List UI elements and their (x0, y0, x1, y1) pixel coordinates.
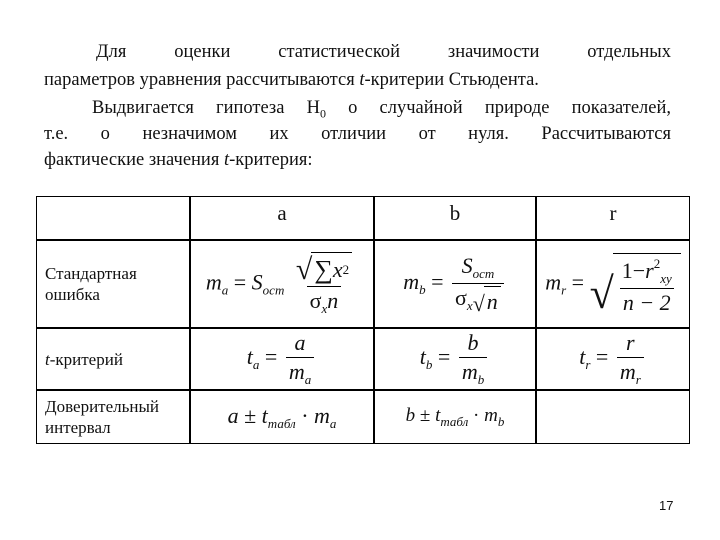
formula-ma: $m_a = S_{ост}$ √ ∑ x 2 $\sigma_xn$ (190, 240, 374, 328)
intro-line-2: параметров уравнения рассчитываются t-критерии Стьюдента. (44, 70, 539, 90)
label-confidence-interval: Доверительный интервал (36, 390, 190, 444)
formula-mb: $m_b$ = $S_{ост}$ $\sigma_x$ √ n (374, 240, 536, 328)
formula-tr: $t_r$ = $\frac{r}{m_r}$ (536, 328, 690, 390)
header-r: r (536, 196, 690, 240)
empty-cell-ci-r (536, 390, 690, 444)
intro-line-4: т.е. о незначимом их отличии от нуля. Рассчитываются (44, 124, 671, 144)
formula-tb: $t_b$ = $\frac{b}{m_b}$ (374, 328, 536, 390)
header-b: b (374, 196, 536, 240)
formula-ci-a: $a \pm t_{табл} \cdot m_a$ (190, 390, 374, 444)
intro-line-5: фактические значения t-критерия: (44, 150, 313, 170)
page-number: 17 (659, 498, 674, 513)
label-t-criterion: t-критерий (36, 328, 190, 390)
formula-mr: $m_r$ = √ $\frac{1-r^2_{xy}}{n - 2}$ (536, 240, 690, 328)
t-test-table (36, 196, 690, 444)
label-standard-error: Стандартная ошибка (36, 240, 190, 328)
corner-cell (36, 196, 190, 240)
header-a: a (190, 196, 374, 240)
intro-line-1: Для оценки статистической значимости отдельных (96, 42, 671, 62)
formula-ta: $t_a$ = $\frac{a}{m_a}$ (190, 328, 374, 390)
formula-ci-b: $b \pm t_{табл} \cdot m_b$ (374, 390, 536, 444)
intro-line-3: Выдвигается гипотеза $H_0$ о случайной природе показателей, (92, 98, 671, 121)
